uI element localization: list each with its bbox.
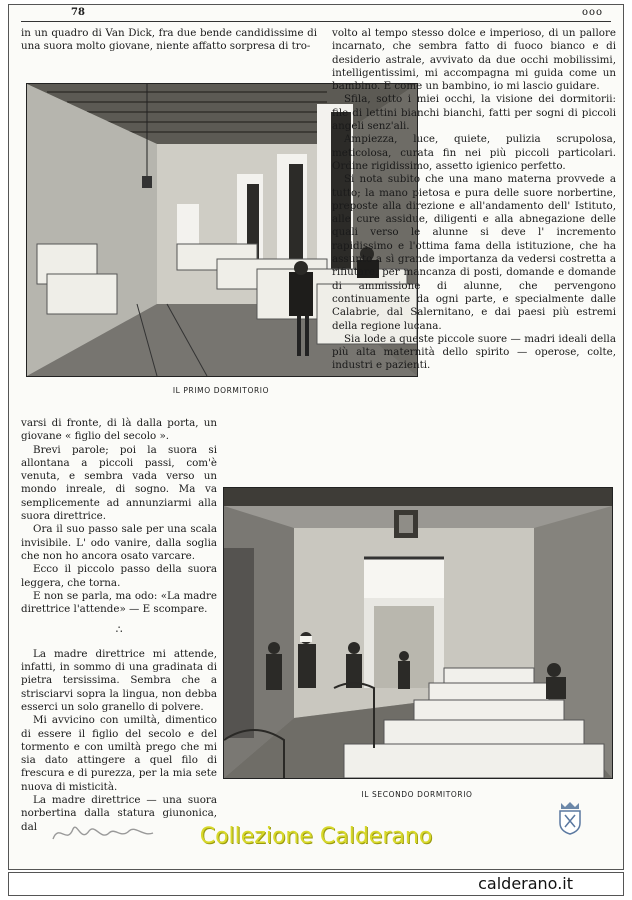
section-divider: ∴ [115,624,123,637]
text-column-left-top [21,27,317,54]
page-number: 78 [71,7,85,18]
paragraph: in un quadro di Van Dick, fra due bende candidissime di una suora molto giovane, niente affatto sorpresa di tro- [21,27,317,53]
footer-bar [8,872,624,896]
page-header [21,7,611,22]
photo-caption: IL SECONDO DORMITORIO [361,790,473,799]
paragraph: Brevi parole; poi la suora si allontana a piccoli passi, com'è venuta, e sembra vada verso un mondo inreale, di sogno. Ma va semplicemente ad annunziarmi alla suora direttrice. [21,443,217,523]
paragraph: La madre direttrice — una suora norbertina dalla statura giunonica, dal [21,794,217,833]
paragraph: La madre direttrice mi attende, infatti, in sommo di una gradinata di pietra tersissima. Sembra che a strisciarvi sopra la lingua, non debba esserci un solo granello di polvere. [21,647,217,713]
text-column-left-bottom [21,417,217,834]
paragraph: Mi avvicino con umiltà, dimentico di essere il figlio del secolo e del tormento e con umiltà prego che mi sia dato attingere a quel filo di frescura e di purezza, per la mia sete nuova di misticità. [21,714,217,793]
paragraph: Ampiezza, luce, quiete, pulizia scrupolosa, meticolosa, curata fin nei più piccoli particolari. Ordine rigidissimo, assetto igienico perfetto. [332,133,616,172]
paragraph: volto al tempo stesso dolce e imperioso, di un pallore incarnato, che sembra fatto di fuoco bianco e di desiderio astrale, avvivato da due occhi mobilissimi, intelligentissimi, mi accompagna mi guida come un bambino. E come un bambino, io mi lascio guidare. [332,27,616,93]
paragraph: Ora il suo passo sale per una scala invisibile. L' odo vanire, dalla soglia che non ho ancora osato varcare. [21,523,217,562]
paragraph: Sia lode a queste piccole suore — madri ideali della più alta maternità dello spirito — operose, colte, industri e pazienti. [332,332,616,372]
photo-caption: IL PRIMO DORMITORIO [172,386,270,395]
paragraph: varsi di fronte, di là dalla porta, un giovane « figlio del secolo ». [21,417,217,443]
paragraph: Si nota subito che una mano materna provvede a tutto; la mano pietosa e pura delle suore norbertine, preposte alla direzione e all'andamento dell' Istituto, alle cure assidue, diligenti e alla abnegazione delle quali verso le alunne si deve l' incremento rapidissimo e l'ottima fama della istituzione, che ha assunto a sì grande importanza da vedersi costretta a rifiutare, per mancanza di posti, domande e domande di ammissione di alunne, che pervengono continuamente da ogni parte, e specialmente dalle Calabrie, dal Salernitano, e dai paesi più estremi della regione lucana. [332,173,616,332]
magazine-page [8,4,624,870]
site-credit: calderano.it [478,874,573,893]
paragraph: Sfila, sotto i miei occhi, la visione dei dormitorii: file di lettini bianchi bianchi, fatti per sogni di piccoli angeli senz'ali. [332,93,616,133]
paragraph: Ecco il piccolo passo della suora leggera, che torna. [21,563,217,589]
header-ornament: ooo [581,7,603,18]
collection-watermark: Collezione Calderano [199,824,433,849]
text-column-right-top [332,27,616,373]
paragraph: E non se parla, ma odo: «La madre direttrice l'attende» — E scompare. [21,589,217,616]
photo-second-dormitory [223,487,613,779]
